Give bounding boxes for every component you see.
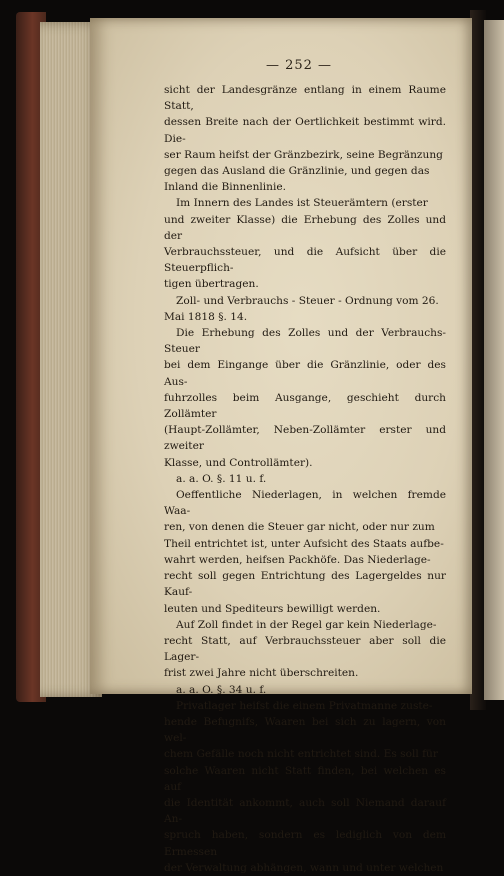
text-line: tigen übertragen. [164, 278, 259, 291]
facing-page-edge [484, 20, 504, 700]
text-line: frist zwei Jahre nicht überschreiten. [164, 667, 359, 680]
text-line: gegen das Ausland die Gränzlinie, und gegen das [164, 165, 430, 178]
text-line: Zoll- und Verbrauchs - Steuer - Ordnung vom 26. [176, 294, 439, 307]
text-line: Mai 1818 §. 14. [164, 310, 248, 323]
text-line: der Verwaltung abhängen, wann und unter welchen [164, 861, 444, 874]
text-line: hende Befugnifs, Waaren bei sich zu lagern, von wel- [164, 715, 446, 745]
text-line: fuhrzolles beim Ausgange, geschieht durch Zollämter [164, 391, 446, 421]
text-line: ser Raum heifst der Gränzbezirk, seine Begränzung [164, 148, 443, 161]
text-line: wahrt werden, heifsen Packhöfe. Das Niederlage- [164, 553, 431, 566]
text-line: und zweiter Klasse) die Erhebung des Zolles und der [164, 213, 446, 242]
text-line: Klasse, und Controllämter). [164, 456, 313, 469]
text-line: Privatlager heifst die einem Privatmanne zuste- [176, 699, 433, 712]
text-line: (Haupt-Zollämter, Neben-Zollämter erster und zweiter [164, 424, 446, 453]
text-line: Auf Zoll findet in der Regel gar kein Niederlage- [176, 618, 437, 631]
text-line: chem Gefälle noch nicht entrichtet sind. Es soll für [164, 748, 438, 761]
text-line: dessen Breite nach der Oertlichkeit bestimmt wird. Die- [164, 116, 446, 145]
text-line: Inland die Binnenlinie. [164, 181, 287, 194]
text-line: recht Statt, auf Verbrauchssteuer aber soll die Lager- [164, 634, 446, 664]
text-line: sicht der Landesgränze entlang in einem Raume Statt, [164, 84, 446, 113]
text-line: Im Innern des Landes ist Steuerämtern (erster [176, 197, 428, 210]
text-line: ren, von denen die Steuer gar nicht, oder nur zum [164, 521, 435, 534]
reference-line: a. a. O. §. 34 u. f. [176, 683, 267, 696]
text-line: Oeffentliche Niederlagen, in welchen fremde Waa- [164, 489, 446, 518]
text-line: Verbrauchssteuer, und die Aufsicht über die Steuerpflich- [164, 246, 446, 275]
text-line: Die Erhebung des Zolles und der Verbrauchs-Steuer [164, 327, 446, 356]
text-line: bei dem Eingange über die Gränzlinie, oder des Aus- [164, 359, 446, 388]
text-line: Theil entrichtet ist, unter Aufsicht des Staats aufbe- [164, 537, 444, 550]
text-line: die Identität ankommt, auch soll Niemand darauf An- [164, 796, 446, 826]
page-number: — 252 — [265, 58, 333, 73]
text-line: recht soll gegen Entrichtung des Lagergeldes nur Kauf- [164, 570, 446, 599]
text-line: solche Waaren nicht Statt finden, bei welchen es auf [164, 764, 446, 793]
text-line: leuten und Spediteurs bewilligt werden. [164, 602, 381, 615]
reference-line: a. a. O. §. 11 u. f. [176, 472, 267, 485]
text-line: spruch haben, sondern es lediglich von dem Ermessen [164, 829, 446, 858]
page-text [164, 82, 446, 876]
